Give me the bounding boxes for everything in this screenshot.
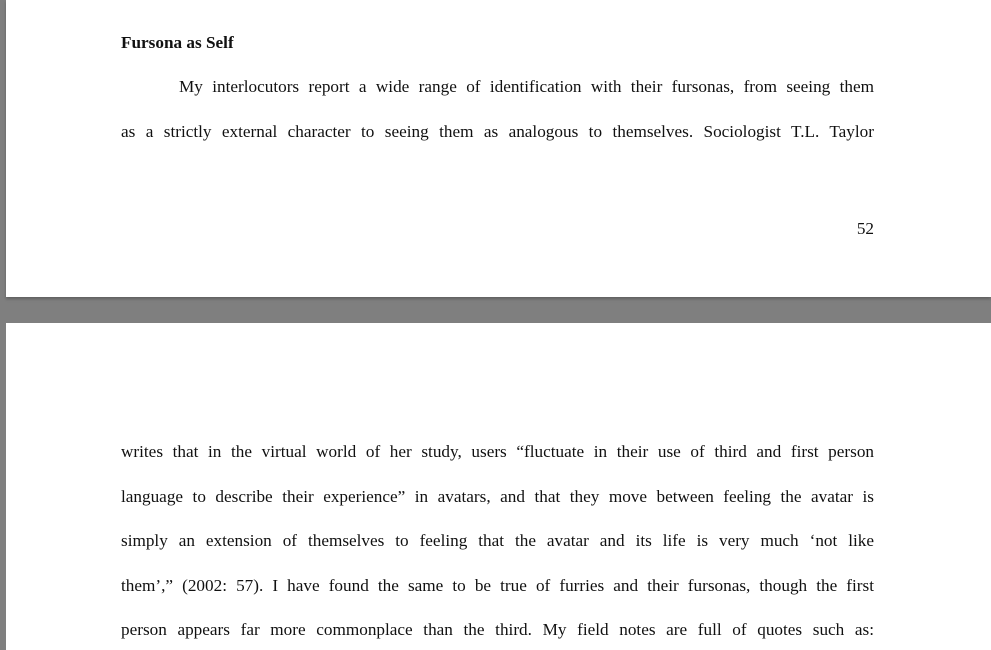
- page-53: [6, 323, 991, 650]
- paragraph-intro: [121, 65, 874, 154]
- text-line: simply an extension of themselves to feeling that the avatar and its life is very much ‘not like: [121, 531, 874, 550]
- page-number: 52: [856, 219, 874, 238]
- section-heading: Fursona as Self: [121, 33, 234, 52]
- text-line: person appears far more commonplace than the third. My field notes are full of quotes such as:: [121, 620, 874, 639]
- text-line: them’,” (2002: 57). I have found the same to be true of furries and their fursonas, though the first: [121, 575, 874, 595]
- paragraph-continued: [121, 430, 874, 650]
- text-line: as a strictly external character to seeing them as analogous to themselves. Sociologist T.L. Taylor: [121, 121, 874, 141]
- text-line: writes that in the virtual world of her study, users “fluctuate in their use of third and first person: [121, 442, 874, 461]
- text-line: My interlocutors report a wide range of identification with their fursonas, from seeing them: [179, 77, 874, 96]
- text-line: language to describe their experience” in avatars, and that they move between feeling the avatar is: [121, 486, 874, 506]
- page-52: [6, 0, 991, 297]
